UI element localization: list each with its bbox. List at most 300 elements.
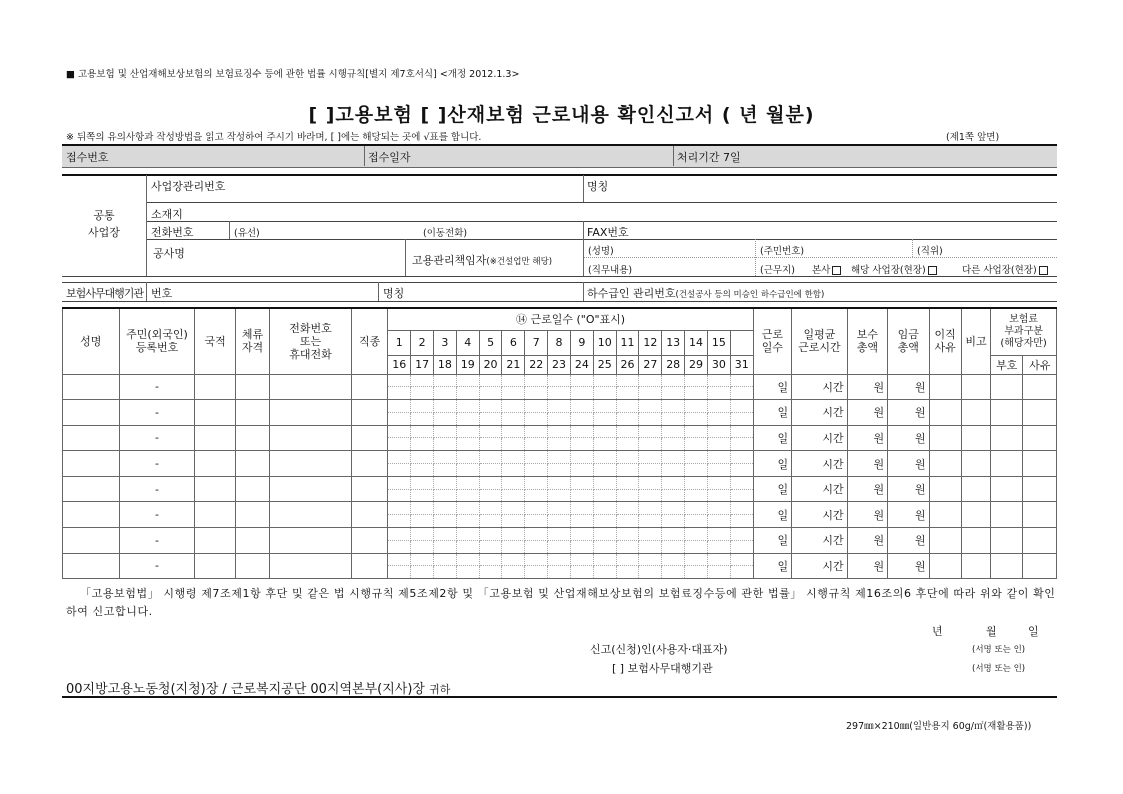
cell-day[interactable] <box>411 412 434 425</box>
cell-day[interactable] <box>616 540 639 553</box>
cell-day[interactable] <box>707 515 730 528</box>
cell-day[interactable] <box>525 374 548 387</box>
cell-day[interactable] <box>411 438 434 451</box>
cell-day[interactable] <box>411 464 434 477</box>
cell-day[interactable] <box>388 515 411 528</box>
cell-job[interactable] <box>351 476 387 502</box>
cell-day[interactable] <box>479 502 502 515</box>
cell-leave-reason[interactable] <box>929 374 961 400</box>
cell-day[interactable] <box>434 566 457 579</box>
cell-day[interactable] <box>730 438 753 451</box>
option-site[interactable]: 해당 사업장(현장) <box>851 262 937 276</box>
cell-day[interactable] <box>662 451 685 464</box>
cell-name[interactable] <box>63 374 120 400</box>
cell-day[interactable] <box>548 502 571 515</box>
cell-stay[interactable] <box>235 425 269 451</box>
cell-day[interactable] <box>548 476 571 489</box>
cell-remark[interactable] <box>961 502 990 528</box>
cell-day[interactable] <box>616 476 639 489</box>
cell-day[interactable] <box>434 476 457 489</box>
cell-day[interactable] <box>434 553 457 566</box>
cell-avg-hours[interactable]: 시간 <box>792 553 848 579</box>
cell-remark[interactable] <box>961 400 990 426</box>
cell-job[interactable] <box>351 502 387 528</box>
cell-day[interactable] <box>388 553 411 566</box>
cell-day[interactable] <box>707 374 730 387</box>
cell-day[interactable] <box>434 400 457 413</box>
cell-day[interactable] <box>639 412 662 425</box>
cell-day[interactable] <box>593 553 616 566</box>
cell-day[interactable] <box>456 489 479 502</box>
cell-day[interactable] <box>388 566 411 579</box>
cell-stay[interactable] <box>235 374 269 400</box>
cell-day[interactable] <box>548 438 571 451</box>
cell-day[interactable] <box>685 438 708 451</box>
cell-day[interactable] <box>593 387 616 400</box>
cell-day[interactable] <box>707 540 730 553</box>
cell-day[interactable] <box>456 425 479 438</box>
cell-day[interactable] <box>639 438 662 451</box>
cell-wage[interactable]: 원 <box>888 502 929 528</box>
cell-day[interactable] <box>570 476 593 489</box>
cell-day[interactable] <box>707 464 730 477</box>
cell-day[interactable] <box>639 476 662 489</box>
cell-wage[interactable]: 원 <box>888 425 929 451</box>
cell-phone[interactable] <box>270 528 352 554</box>
cell-rrn[interactable]: - <box>119 374 195 400</box>
cell-day[interactable] <box>479 425 502 438</box>
cell-name[interactable] <box>63 528 120 554</box>
cell-day[interactable] <box>456 464 479 477</box>
cell-day[interactable] <box>730 451 753 464</box>
cell-day[interactable] <box>730 464 753 477</box>
cell-code[interactable] <box>991 476 1023 502</box>
cell-day[interactable] <box>662 540 685 553</box>
cell-day[interactable] <box>570 451 593 464</box>
cell-day[interactable] <box>411 400 434 413</box>
cell-stay[interactable] <box>235 476 269 502</box>
cell-wage[interactable]: 원 <box>888 374 929 400</box>
cell-leave-reason[interactable] <box>929 476 961 502</box>
cell-day[interactable] <box>388 502 411 515</box>
cell-day[interactable] <box>502 412 525 425</box>
cell-day[interactable] <box>685 464 708 477</box>
cell-day[interactable] <box>616 489 639 502</box>
cell-day[interactable] <box>593 451 616 464</box>
cell-day[interactable] <box>434 502 457 515</box>
cell-pay[interactable]: 원 <box>847 425 887 451</box>
cell-day[interactable] <box>616 412 639 425</box>
cell-workdays[interactable]: 일 <box>753 400 791 426</box>
cell-day[interactable] <box>525 476 548 489</box>
cell-reason[interactable] <box>1023 476 1057 502</box>
option-other[interactable]: 다른 사업장(현장) <box>962 262 1048 276</box>
cell-day[interactable] <box>730 553 753 566</box>
cell-day[interactable] <box>593 566 616 579</box>
cell-day[interactable] <box>479 400 502 413</box>
cell-day[interactable] <box>570 553 593 566</box>
cell-day[interactable] <box>616 425 639 438</box>
cell-day[interactable] <box>616 387 639 400</box>
cell-day[interactable] <box>662 425 685 438</box>
cell-day[interactable] <box>548 412 571 425</box>
cell-day[interactable] <box>388 476 411 489</box>
cell-avg-hours[interactable]: 시간 <box>792 425 848 451</box>
cell-day[interactable] <box>616 400 639 413</box>
cell-day[interactable] <box>456 374 479 387</box>
cell-day[interactable] <box>479 387 502 400</box>
cell-remark[interactable] <box>961 374 990 400</box>
cell-day[interactable] <box>662 464 685 477</box>
cell-remark[interactable] <box>961 425 990 451</box>
cell-nationality[interactable] <box>195 553 235 579</box>
cell-rrn[interactable]: - <box>119 451 195 477</box>
cell-day[interactable] <box>411 374 434 387</box>
cell-day[interactable] <box>388 374 411 387</box>
cell-day[interactable] <box>456 412 479 425</box>
cell-day[interactable] <box>434 412 457 425</box>
cell-pay[interactable]: 원 <box>847 400 887 426</box>
cell-day[interactable] <box>685 515 708 528</box>
cell-day[interactable] <box>730 374 753 387</box>
cell-day[interactable] <box>388 528 411 541</box>
cell-day[interactable] <box>593 502 616 515</box>
cell-day[interactable] <box>662 412 685 425</box>
cell-day[interactable] <box>570 464 593 477</box>
cell-day[interactable] <box>662 489 685 502</box>
cell-day[interactable] <box>685 400 708 413</box>
cell-day[interactable] <box>502 515 525 528</box>
cell-day[interactable] <box>388 400 411 413</box>
cell-day[interactable] <box>388 438 411 451</box>
cell-day[interactable] <box>639 553 662 566</box>
cell-day[interactable] <box>707 451 730 464</box>
cell-day[interactable] <box>685 374 708 387</box>
cell-code[interactable] <box>991 502 1023 528</box>
cell-leave-reason[interactable] <box>929 502 961 528</box>
cell-phone[interactable] <box>270 451 352 477</box>
cell-day[interactable] <box>502 374 525 387</box>
cell-nationality[interactable] <box>195 451 235 477</box>
cell-day[interactable] <box>479 438 502 451</box>
cell-phone[interactable] <box>270 374 352 400</box>
cell-phone[interactable] <box>270 425 352 451</box>
cell-day[interactable] <box>685 425 708 438</box>
cell-day[interactable] <box>639 502 662 515</box>
cell-avg-hours[interactable]: 시간 <box>792 374 848 400</box>
cell-reason[interactable] <box>1023 502 1057 528</box>
cell-pay[interactable]: 원 <box>847 374 887 400</box>
cell-day[interactable] <box>525 387 548 400</box>
cell-day[interactable] <box>707 387 730 400</box>
cell-day[interactable] <box>616 566 639 579</box>
cell-workdays[interactable]: 일 <box>753 374 791 400</box>
cell-day[interactable] <box>662 502 685 515</box>
cell-rrn[interactable]: - <box>119 553 195 579</box>
cell-day[interactable] <box>456 502 479 515</box>
cell-day[interactable] <box>548 425 571 438</box>
cell-nationality[interactable] <box>195 400 235 426</box>
cell-day[interactable] <box>662 438 685 451</box>
cell-nationality[interactable] <box>195 502 235 528</box>
cell-job[interactable] <box>351 451 387 477</box>
cell-nationality[interactable] <box>195 476 235 502</box>
cell-day[interactable] <box>525 528 548 541</box>
cell-day[interactable] <box>570 438 593 451</box>
cell-day[interactable] <box>525 400 548 413</box>
cell-day[interactable] <box>456 476 479 489</box>
cell-day[interactable] <box>570 387 593 400</box>
cell-remark[interactable] <box>961 528 990 554</box>
cell-stay[interactable] <box>235 528 269 554</box>
cell-day[interactable] <box>548 515 571 528</box>
cell-avg-hours[interactable]: 시간 <box>792 528 848 554</box>
cell-day[interactable] <box>479 540 502 553</box>
cell-phone[interactable] <box>270 476 352 502</box>
cell-avg-hours[interactable]: 시간 <box>792 400 848 426</box>
cell-day[interactable] <box>685 476 708 489</box>
cell-day[interactable] <box>388 540 411 553</box>
cell-day[interactable] <box>502 451 525 464</box>
cell-day[interactable] <box>730 412 753 425</box>
cell-day[interactable] <box>662 515 685 528</box>
cell-day[interactable] <box>616 502 639 515</box>
cell-nationality[interactable] <box>195 425 235 451</box>
cell-day[interactable] <box>593 476 616 489</box>
cell-avg-hours[interactable]: 시간 <box>792 502 848 528</box>
cell-day[interactable] <box>639 464 662 477</box>
cell-day[interactable] <box>685 553 708 566</box>
cell-day[interactable] <box>411 515 434 528</box>
cell-day[interactable] <box>479 515 502 528</box>
cell-day[interactable] <box>434 387 457 400</box>
cell-day[interactable] <box>639 540 662 553</box>
cell-day[interactable] <box>593 374 616 387</box>
cell-wage[interactable]: 원 <box>888 451 929 477</box>
cell-day[interactable] <box>662 476 685 489</box>
cell-avg-hours[interactable]: 시간 <box>792 451 848 477</box>
cell-code[interactable] <box>991 400 1023 426</box>
cell-day[interactable] <box>479 489 502 502</box>
cell-day[interactable] <box>570 489 593 502</box>
cell-name[interactable] <box>63 451 120 477</box>
cell-workdays[interactable]: 일 <box>753 476 791 502</box>
cell-day[interactable] <box>525 438 548 451</box>
cell-day[interactable] <box>434 438 457 451</box>
cell-day[interactable] <box>730 476 753 489</box>
cell-name[interactable] <box>63 425 120 451</box>
cell-day[interactable] <box>525 464 548 477</box>
cell-day[interactable] <box>434 515 457 528</box>
cell-day[interactable] <box>685 412 708 425</box>
cell-day[interactable] <box>639 400 662 413</box>
cell-day[interactable] <box>639 515 662 528</box>
cell-day[interactable] <box>411 489 434 502</box>
cell-day[interactable] <box>593 540 616 553</box>
cell-day[interactable] <box>639 387 662 400</box>
cell-day[interactable] <box>525 566 548 579</box>
cell-day[interactable] <box>570 515 593 528</box>
cell-name[interactable] <box>63 502 120 528</box>
cell-job[interactable] <box>351 528 387 554</box>
cell-wage[interactable]: 원 <box>888 400 929 426</box>
cell-day[interactable] <box>593 400 616 413</box>
cell-leave-reason[interactable] <box>929 553 961 579</box>
cell-day[interactable] <box>388 489 411 502</box>
cell-day[interactable] <box>548 400 571 413</box>
cell-stay[interactable] <box>235 553 269 579</box>
cell-remark[interactable] <box>961 553 990 579</box>
cell-day[interactable] <box>525 489 548 502</box>
cell-day[interactable] <box>525 502 548 515</box>
cell-day[interactable] <box>502 528 525 541</box>
cell-day[interactable] <box>388 387 411 400</box>
cell-reason[interactable] <box>1023 528 1057 554</box>
cell-day[interactable] <box>456 400 479 413</box>
cell-day[interactable] <box>639 489 662 502</box>
cell-day[interactable] <box>616 528 639 541</box>
cell-day[interactable] <box>434 425 457 438</box>
cell-pay[interactable]: 원 <box>847 528 887 554</box>
cell-day[interactable] <box>707 528 730 541</box>
cell-day[interactable] <box>685 540 708 553</box>
cell-leave-reason[interactable] <box>929 528 961 554</box>
cell-day[interactable] <box>685 489 708 502</box>
option-hq[interactable]: 본사 <box>812 262 841 276</box>
cell-day[interactable] <box>434 528 457 541</box>
cell-day[interactable] <box>730 528 753 541</box>
cell-wage[interactable]: 원 <box>888 528 929 554</box>
cell-day[interactable] <box>662 528 685 541</box>
cell-code[interactable] <box>991 528 1023 554</box>
cell-day[interactable] <box>411 553 434 566</box>
cell-day[interactable] <box>502 476 525 489</box>
cell-day[interactable] <box>685 387 708 400</box>
cell-code[interactable] <box>991 451 1023 477</box>
cell-day[interactable] <box>662 374 685 387</box>
cell-day[interactable] <box>570 540 593 553</box>
cell-day[interactable] <box>502 425 525 438</box>
cell-rrn[interactable]: - <box>119 502 195 528</box>
cell-day[interactable] <box>662 400 685 413</box>
cell-day[interactable] <box>707 476 730 489</box>
cell-day[interactable] <box>411 502 434 515</box>
cell-day[interactable] <box>548 451 571 464</box>
cell-day[interactable] <box>502 438 525 451</box>
cell-remark[interactable] <box>961 451 990 477</box>
cell-day[interactable] <box>639 528 662 541</box>
cell-day[interactable] <box>616 374 639 387</box>
cell-avg-hours[interactable]: 시간 <box>792 476 848 502</box>
cell-day[interactable] <box>548 553 571 566</box>
cell-code[interactable] <box>991 553 1023 579</box>
cell-day[interactable] <box>685 528 708 541</box>
cell-day[interactable] <box>479 374 502 387</box>
cell-rrn[interactable]: - <box>119 476 195 502</box>
cell-day[interactable] <box>479 412 502 425</box>
cell-day[interactable] <box>502 502 525 515</box>
cell-day[interactable] <box>525 425 548 438</box>
cell-day[interactable] <box>707 412 730 425</box>
cell-day[interactable] <box>548 528 571 541</box>
cell-day[interactable] <box>616 464 639 477</box>
cell-day[interactable] <box>456 566 479 579</box>
cell-workdays[interactable]: 일 <box>753 553 791 579</box>
cell-day[interactable] <box>456 528 479 541</box>
cell-reason[interactable] <box>1023 553 1057 579</box>
cell-day[interactable] <box>616 553 639 566</box>
cell-job[interactable] <box>351 400 387 426</box>
cell-job[interactable] <box>351 425 387 451</box>
cell-phone[interactable] <box>270 553 352 579</box>
cell-name[interactable] <box>63 400 120 426</box>
cell-day[interactable] <box>502 387 525 400</box>
cell-day[interactable] <box>639 425 662 438</box>
cell-day[interactable] <box>502 400 525 413</box>
cell-day[interactable] <box>548 489 571 502</box>
cell-day[interactable] <box>593 515 616 528</box>
cell-day[interactable] <box>616 515 639 528</box>
cell-code[interactable] <box>991 374 1023 400</box>
cell-day[interactable] <box>411 476 434 489</box>
cell-day[interactable] <box>639 374 662 387</box>
cell-day[interactable] <box>456 387 479 400</box>
cell-workdays[interactable]: 일 <box>753 502 791 528</box>
cell-day[interactable] <box>593 528 616 541</box>
cell-day[interactable] <box>525 515 548 528</box>
cell-day[interactable] <box>502 464 525 477</box>
cell-workdays[interactable]: 일 <box>753 425 791 451</box>
cell-stay[interactable] <box>235 451 269 477</box>
cell-nationality[interactable] <box>195 374 235 400</box>
cell-day[interactable] <box>707 553 730 566</box>
cell-day[interactable] <box>685 502 708 515</box>
cell-day[interactable] <box>388 412 411 425</box>
cell-workdays[interactable]: 일 <box>753 528 791 554</box>
cell-day[interactable] <box>388 464 411 477</box>
cell-pay[interactable]: 원 <box>847 451 887 477</box>
cell-day[interactable] <box>730 400 753 413</box>
cell-day[interactable] <box>570 374 593 387</box>
cell-day[interactable] <box>525 451 548 464</box>
cell-day[interactable] <box>639 451 662 464</box>
cell-reason[interactable] <box>1023 425 1057 451</box>
cell-name[interactable] <box>63 553 120 579</box>
cell-day[interactable] <box>456 540 479 553</box>
cell-day[interactable] <box>525 412 548 425</box>
cell-stay[interactable] <box>235 400 269 426</box>
cell-day[interactable] <box>616 451 639 464</box>
cell-day[interactable] <box>570 400 593 413</box>
cell-day[interactable] <box>479 451 502 464</box>
cell-name[interactable] <box>63 476 120 502</box>
cell-day[interactable] <box>525 540 548 553</box>
cell-day[interactable] <box>730 566 753 579</box>
cell-day[interactable] <box>502 566 525 579</box>
cell-day[interactable] <box>662 387 685 400</box>
cell-day[interactable] <box>707 502 730 515</box>
cell-day[interactable] <box>502 489 525 502</box>
cell-day[interactable] <box>479 528 502 541</box>
cell-day[interactable] <box>456 515 479 528</box>
cell-day[interactable] <box>411 528 434 541</box>
cell-day[interactable] <box>479 476 502 489</box>
cell-leave-reason[interactable] <box>929 425 961 451</box>
cell-day[interactable] <box>434 374 457 387</box>
cell-stay[interactable] <box>235 502 269 528</box>
cell-day[interactable] <box>662 566 685 579</box>
cell-reason[interactable] <box>1023 400 1057 426</box>
